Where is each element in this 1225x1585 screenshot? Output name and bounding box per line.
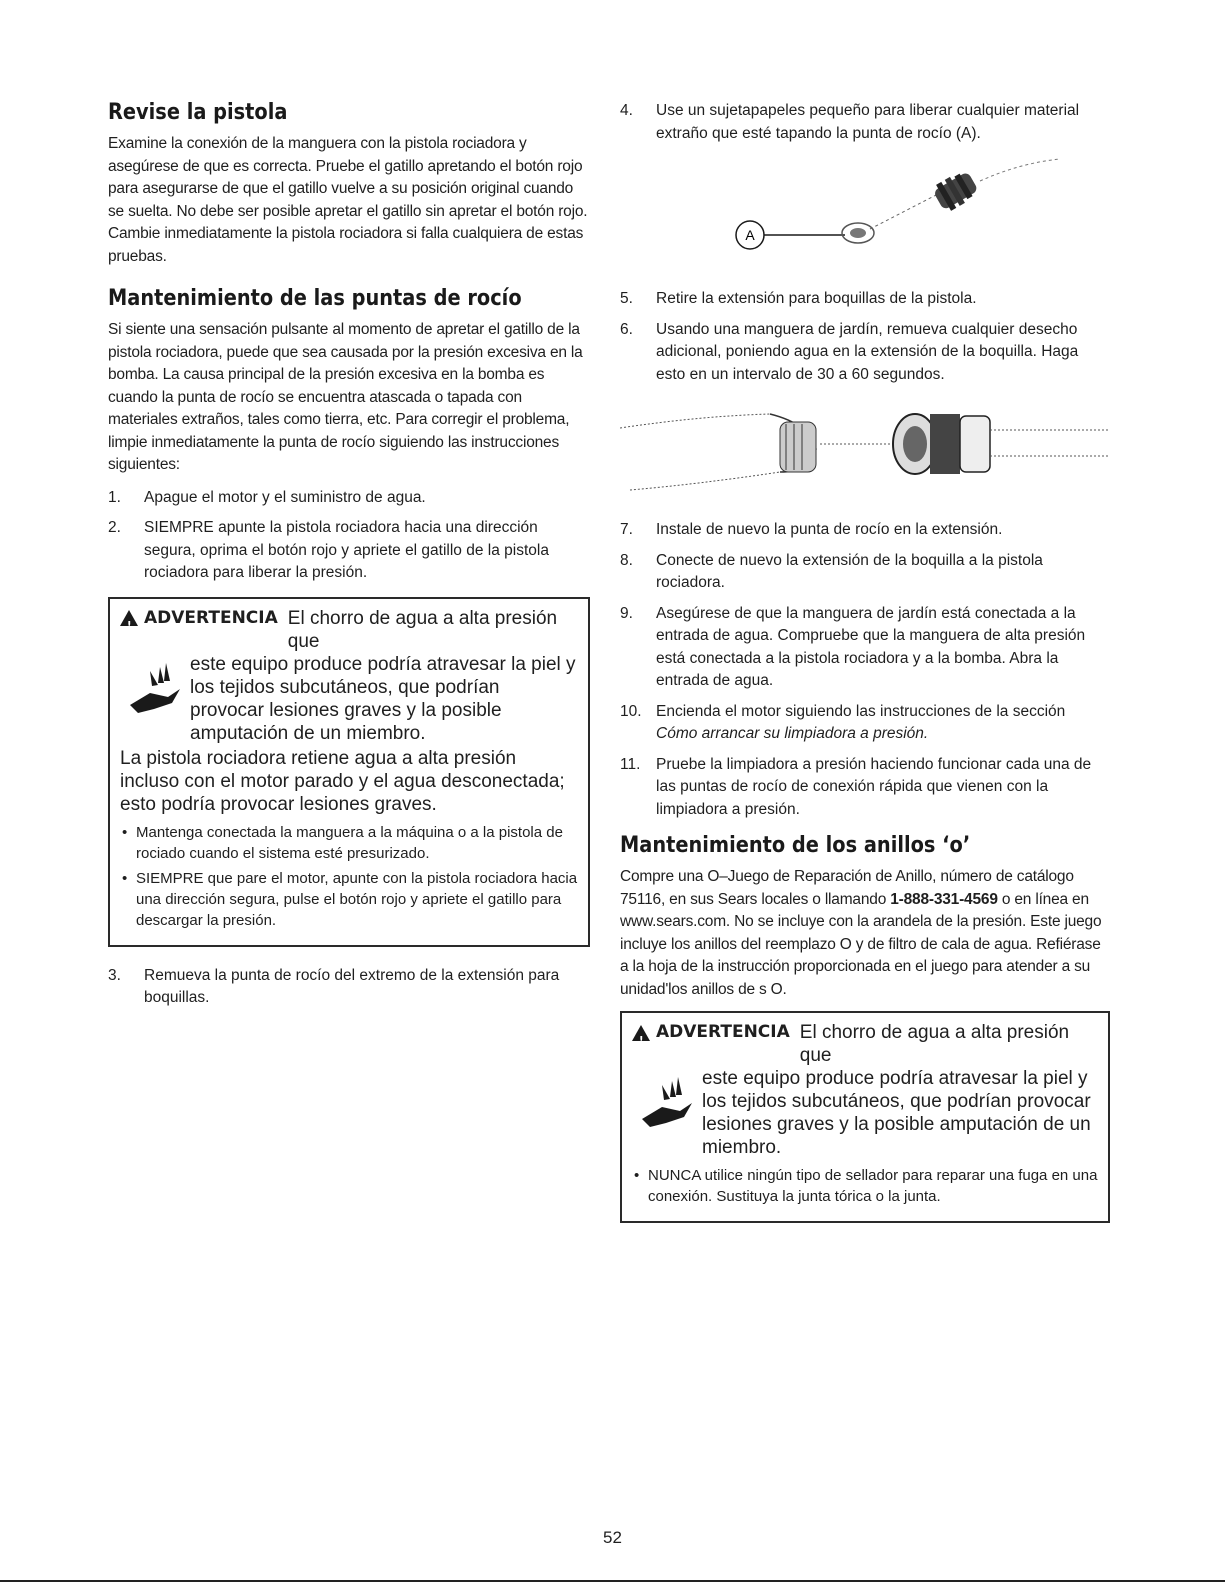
step-number: 4. bbox=[620, 102, 633, 119]
step-number: 11. bbox=[620, 755, 641, 773]
step-number: 1. bbox=[108, 488, 121, 506]
step-number: 10. bbox=[620, 702, 642, 720]
step-text: Instale de nuevo la punta de rocío en la extensión. bbox=[656, 521, 1003, 538]
warning-bullet: • NUNCA utilice ningún tipo de sellador para reparar una fuga en una conexión. Sustituya la junta tórica o la junta. bbox=[632, 1165, 1098, 1207]
phone-number: 1-888-331-4569 bbox=[890, 890, 998, 908]
step-number: 3. bbox=[108, 966, 121, 984]
warning-label-text: ADVERTENCIA bbox=[656, 1022, 790, 1042]
warning-box-left bbox=[108, 597, 590, 947]
warning-label bbox=[632, 1021, 790, 1044]
step-text bbox=[656, 701, 1110, 746]
step-item bbox=[620, 701, 1110, 746]
section-body-anillos-o bbox=[620, 866, 1110, 1001]
high-pressure-spray-hazard-icon bbox=[632, 1067, 702, 1137]
step-text: Conecte de nuevo la extensión de la boquilla a la pistola rociadora. bbox=[656, 551, 1043, 591]
steps-list-a bbox=[108, 487, 590, 585]
step-text: Asegúrese de que la manguera de jardín está conectada a la entrada de agua. Compruebe que la manguera de alta presión está conectada a la pistola rociadora y a la bomba. Abra la entrada de agua. bbox=[656, 604, 1086, 689]
step-text: Apague el motor y el suministro de agua. bbox=[144, 488, 426, 506]
step-item bbox=[108, 517, 590, 585]
warning-triangle-icon bbox=[120, 610, 138, 626]
step-item bbox=[108, 965, 590, 1010]
body-text-post: o en línea en www.sears.com. No se incluye con la arandela de la presión. Este juego incluye los anillos del reemplazo O y de filtro de cala de agua. Refiérase a la hoja de la instrucción proporcionada en el juego para atender a su unidad'los anillos de s O. bbox=[620, 890, 1102, 998]
step-item bbox=[108, 487, 590, 510]
warning-header bbox=[632, 1021, 1098, 1067]
spray-tip-diagram-svg bbox=[620, 153, 1110, 273]
warning-bullet: • SIEMPRE que pare el motor, apunte con la pistola rociadora hacia una dirección segura, pulse el botón rojo y apriete el gatillo para descargar la presión. bbox=[120, 868, 578, 931]
step-text: Retire la extensión para boquillas de la pistola. bbox=[656, 290, 977, 307]
warning-body-text: este equipo produce podría atravesar la piel y los tejidos subcutáneos, que podrían provocar lesiones graves y la posible amputación de un miembro. bbox=[702, 1068, 1091, 1158]
section-title-revise-pistola: Revise la pistola bbox=[108, 100, 288, 125]
step-text-main: Encienda el motor siguiendo las instrucciones de la sección bbox=[656, 702, 1066, 720]
step-text: Remueva la punta de rocío del extremo de la extensión para boquillas. bbox=[144, 966, 560, 1006]
warning-label-text: ADVERTENCIA bbox=[144, 607, 278, 628]
warning-bullet: • Mantenga conectada la manguera a la máquina o a la pistola de rociado cuando el sistema esté presurizado. bbox=[120, 822, 578, 864]
section-reference: Cómo arrancar su limpiadora a presión. bbox=[656, 725, 929, 742]
step-item bbox=[620, 319, 1110, 387]
step-item bbox=[620, 519, 1110, 542]
warning-body bbox=[120, 653, 578, 745]
warning-body-text: este equipo produce podría atravesar la piel y los tejidos subcutáneos, que podrían provocar lesiones graves y la posible amputación de un miembro. bbox=[190, 653, 576, 744]
step-number: 7. bbox=[620, 521, 633, 538]
step-item bbox=[620, 754, 1110, 822]
high-pressure-spray-hazard-icon bbox=[120, 653, 190, 723]
step-item bbox=[620, 550, 1110, 595]
body-text-pre: Compre una O–Juego de Reparación de Anillo, número de catálogo 75116, en sus Sears locales o llamando bbox=[620, 868, 1074, 908]
warning-bullets bbox=[120, 822, 578, 931]
section-body-puntas-rocio: Si siente una sensación pulsante al momento de apretar el gatillo de la pistola rociadora, puede que sea causada por la presión excesiva en la bomba. La causa principal de la presión excesiva en la bomba es cuando la punta de rocío se encuentra atascada o tapada con materiales extraños, tales como tierra, etc. Para corregir el problema, limpie inmediatamente la punta de rocío siguiendo las instrucciones siguientes: bbox=[108, 321, 583, 473]
step-number: 5. bbox=[620, 290, 633, 307]
page-number: 52 bbox=[603, 1528, 622, 1547]
section-title-anillos-o: Mantenimiento de los anillos ‘o’ bbox=[620, 833, 971, 858]
section-title-puntas-rocio: Mantenimiento de las puntas de rocío bbox=[108, 286, 522, 311]
step-text: Pruebe la limpiadora a presión haciendo funcionar cada una de las puntas de rocío de conexión rápida que vienen con la limpiadora a presión. bbox=[656, 755, 1092, 818]
step-item bbox=[620, 100, 1110, 145]
step-text: Usando una manguera de jardín, remueva cualquier desecho adicional, poniendo agua en la extensión de la boquilla. Haga esto en un intervalo de 30 a 60 segundos. bbox=[656, 320, 1079, 383]
hose-rinse-illustration bbox=[620, 394, 1110, 509]
steps-list-d bbox=[620, 519, 1110, 821]
warning-header bbox=[120, 607, 578, 653]
steps-list-c bbox=[620, 288, 1110, 386]
nozzle-tip-illustration bbox=[620, 153, 1110, 278]
warning-head-text: El chorro de agua a alta presión que bbox=[799, 1022, 1070, 1066]
step-number: 6. bbox=[620, 320, 633, 338]
step-number: 8. bbox=[620, 551, 633, 569]
warning-head-text: El chorro de agua a alta presión que bbox=[287, 607, 558, 652]
step-text: SIEMPRE apunte la pistola rociadora hacia una dirección segura, oprima el botón rojo y apriete el gatillo de la pistola rociadora para liberar la presión. bbox=[144, 519, 549, 581]
page-bottom-rule bbox=[0, 1580, 1225, 1582]
steps-list-step4 bbox=[620, 100, 1110, 145]
garden-hose-diagram-svg bbox=[620, 394, 1110, 504]
step-item bbox=[620, 603, 1110, 693]
section-body-revise-pistola: Examine la conexión de la manguera con la pistola rociadora y asegúrese de que es correcta. Pruebe el gatillo apretando el botón rojo para asegurarse de que el gatillo vuelve a su posición original cuando se suelta. No debe ser posible apretar el gatillo sin apretar el botón rojo. Cambie inmediatamente la pistola rociadora si falla cualquiera de estas pruebas. bbox=[108, 135, 588, 265]
right-column bbox=[620, 100, 1110, 1241]
callout-label: A bbox=[745, 227, 755, 243]
step-number: 2. bbox=[108, 519, 121, 536]
warning-main-text: La pistola rociadora retiene agua a alta presión incluso con el motor parado y el agua desconectada; esto podría provocar lesiones graves. bbox=[120, 747, 565, 815]
steps-list-b bbox=[108, 965, 590, 1010]
step-text: Use un sujetapapeles pequeño para liberar cualquier material extraño que esté tapando la punta de rocío (A). bbox=[656, 102, 1080, 142]
warning-label bbox=[120, 607, 278, 630]
warning-bullets bbox=[632, 1165, 1098, 1207]
left-column bbox=[108, 100, 590, 1018]
warning-triangle-icon bbox=[632, 1025, 650, 1041]
step-item bbox=[620, 288, 1110, 311]
step-number: 9. bbox=[620, 604, 633, 622]
warning-box-right bbox=[620, 1011, 1110, 1223]
warning-body bbox=[632, 1067, 1098, 1159]
